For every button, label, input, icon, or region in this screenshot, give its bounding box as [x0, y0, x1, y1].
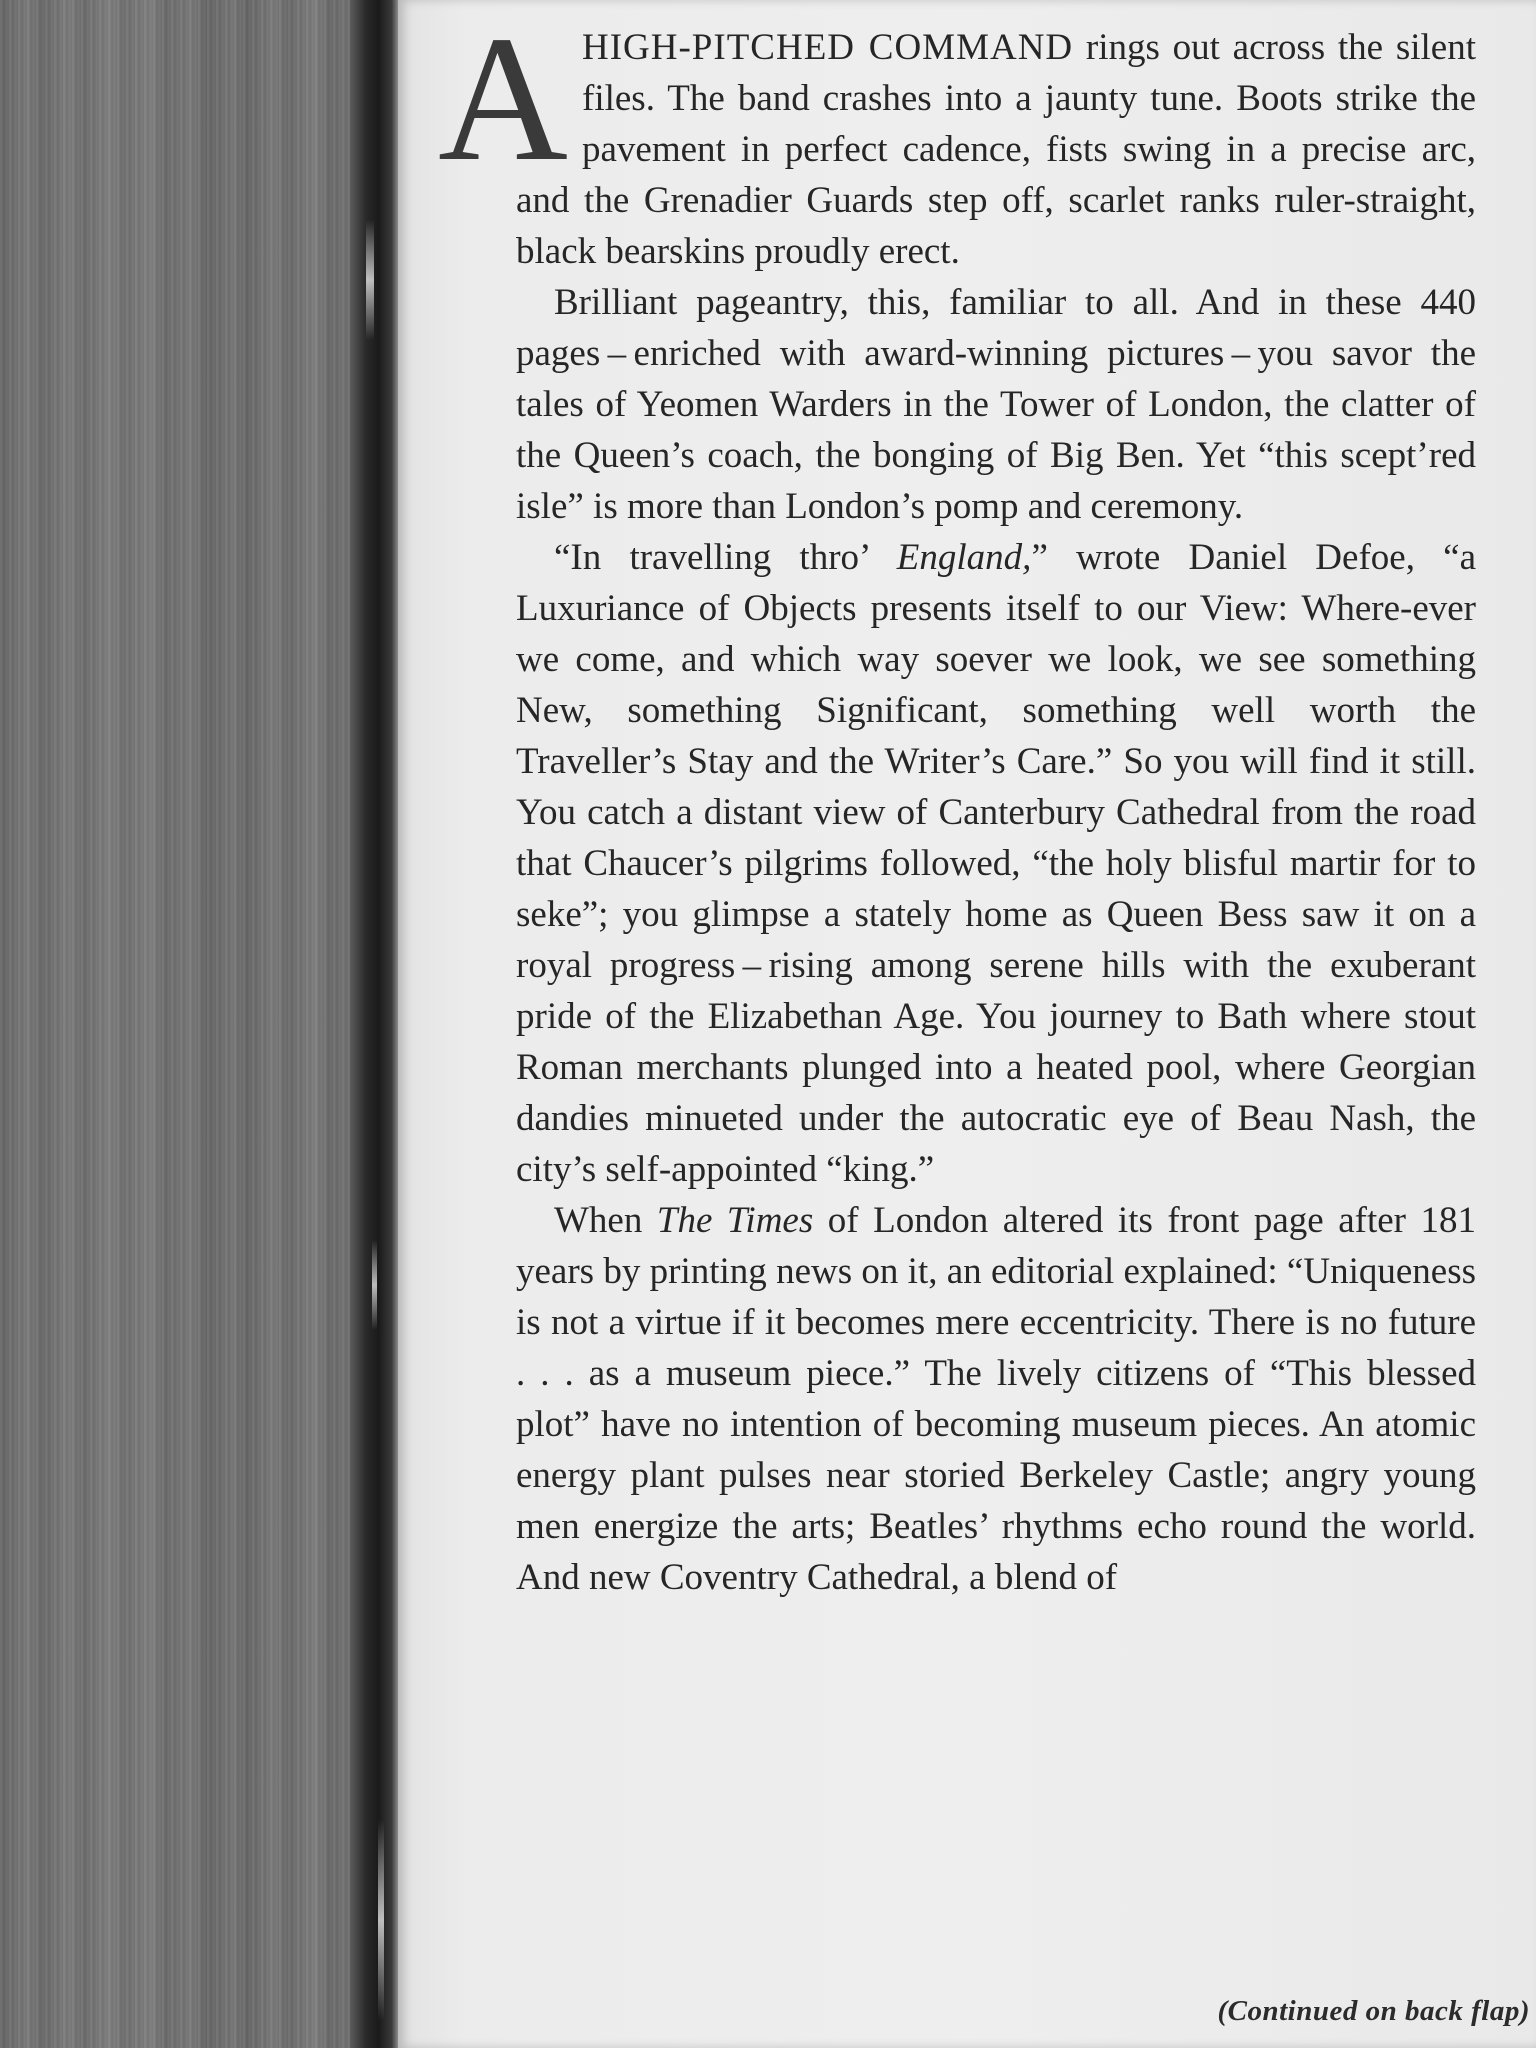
paragraph-4-text-a: When	[554, 1200, 657, 1241]
paragraph-4-italic: The Times	[656, 1200, 814, 1241]
paragraph-3-text-b: ” wrote Daniel Defoe, “a Luxuriance of Objects presents itself to our View: Where-ever we come, and which way soever we look, we see something New, something Significant, something well worth the Traveller’s Stay and the Writer’s Care.” So you will find it still. You catch a distant view of Canterbury Cathedral from the road that Chaucer’s pilgrims followed, “the holy blisful martir for to seke”; you glimpse a stately home as Queen Bess saw it on a royal progress – rising among serene hills with the exuberant pride of the Elizabethan Age. You journey to Bath where stout Roman merchants plunged into a heated pool, where Georgian dandies minueted under the autocratic eye of Beau Nash, the city’s self-appointed “king.”	[516, 537, 1476, 1190]
paragraph-4	[516, 1195, 1476, 1603]
wooden-surface	[0, 0, 372, 2048]
continued-note: (Continued on back flap)	[1217, 1995, 1530, 2027]
paragraph-3-text-a: “In travelling thro’	[554, 537, 897, 578]
spine-glare	[378, 1820, 384, 2020]
paragraph-1	[438, 0, 1476, 277]
paragraph-3	[516, 532, 1476, 1195]
spine-glare	[372, 1240, 377, 1330]
paragraph-2: Brilliant pageantry, this, familiar to all. And in these 440 pages – enriched with award-winning pictures – you savor the tales of Yeomen Warders in the Tower of London, the clatter of the Queen’s coach, the bonging of Big Ben. Yet “this scept’red isle” is more than London’s pomp and ceremony.	[516, 282, 1476, 527]
drop-cap: A	[438, 0, 568, 198]
spine-glare	[366, 220, 374, 340]
paragraph-3-italic: England,	[896, 537, 1032, 578]
flap-text-column	[438, 0, 1476, 1603]
paragraph-4-text-b: of London altered its front page after 181 years by printing news on it, an editorial explained: “Uniqueness is not a virtue if it becomes mere eccentricity. There is no future . . . as a museum piece.” The lively citizens of “This blessed plot” have no intention of becoming museum pieces. An atomic energy plant pulses near storied Berkeley Castle; angry young men energize the arts; Beatles’ rhythms echo round the world. And new Coventry Cathedral, a blend of	[516, 1200, 1476, 1598]
book-spine-shadow	[350, 0, 402, 2048]
book-jacket-flap	[398, 0, 1536, 2048]
paragraph-1-text: rings out across the silent files. The band crashes into a jaunty tune. Boots strike the pavement in perfect cadence, fists swing in a precise arc, and the Grenadier Guards step off, scarlet ranks ruler-straight, black bearskins proudly erect.	[516, 27, 1476, 272]
opening-small-caps: HIGH-PITCHED COMMAND	[582, 27, 1074, 68]
